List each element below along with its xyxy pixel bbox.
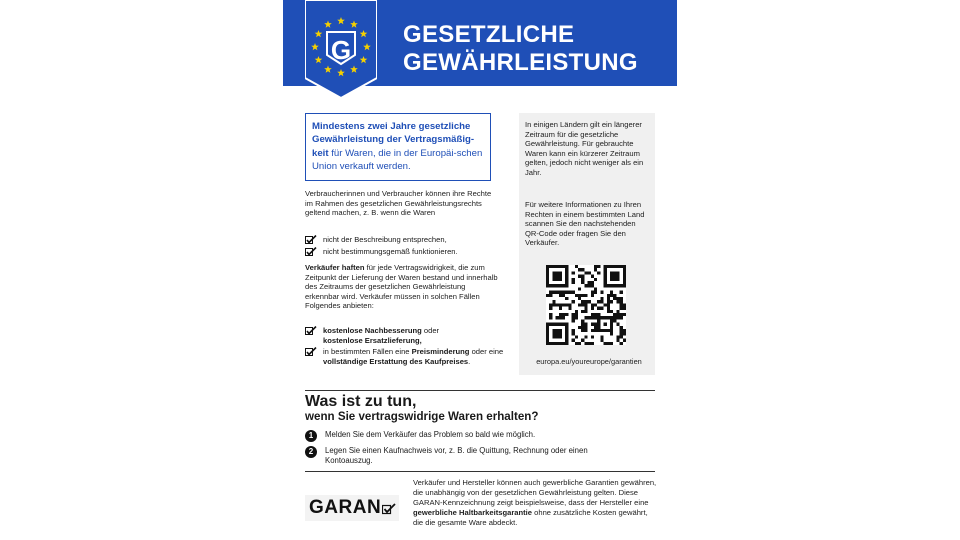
checkbox-check-icon: [305, 326, 317, 336]
remedy-end: .: [468, 356, 471, 366]
eu-shield-logo-icon: [305, 0, 377, 100]
intro-highlight-box: [305, 113, 491, 181]
liability-paragraph: [305, 263, 501, 311]
warranty-notice-sheet: [283, 0, 677, 540]
remedy-replacement: kostenlose Ersatzlieferung,: [323, 335, 422, 345]
garan-check-icon: [382, 503, 396, 515]
info-url[interactable]: europa.eu/youreurope/garantien: [536, 357, 642, 366]
intro-bold: Mindestens zwei Jahre gesetzliche Gewährleistung der Vertragsmäßig-keit: [312, 121, 475, 159]
qr-code-icon[interactable]: [546, 265, 626, 345]
step-text: Melden Sie dem Verkäufer das Problem so bald wie möglich.: [325, 430, 536, 439]
list-item: [305, 247, 505, 257]
title-line-1: GESETZLICHE: [403, 21, 575, 48]
remedy-or-2: oder eine: [469, 347, 504, 357]
page-title: [403, 21, 638, 77]
list-item-text: nicht bestimmungsgemäß funktionieren.: [323, 247, 458, 256]
list-item: [305, 430, 635, 442]
list-item-text: [323, 326, 439, 345]
remedy-refund: vollständige Erstattung des Kaufpreises: [323, 356, 469, 366]
guarantee-post: ohne zusätzliche Kosten gewährt, die die gesamte Ware abdeckt.: [413, 508, 648, 527]
remedy-pre: in bestimmten Fällen eine: [323, 347, 412, 357]
title-line-2: GEWÄHRLEISTUNG: [403, 49, 638, 76]
what-to-do-heading: Was ist zu tun,: [305, 393, 417, 410]
guarantee-paragraph: [413, 478, 657, 528]
shield-letter: G: [330, 35, 352, 65]
list-item-text: nicht der Beschreibung entsprechen,: [323, 235, 447, 244]
step-number-badge: 2: [305, 446, 317, 458]
checkbox-check-icon: [305, 347, 317, 357]
guarantee-pre: Verkäufer und Hersteller können auch gewerbliche Garantien gewähren, die unabhängig von der gesetzlichen Gewährleistung gelten. Diese GARAN-Kennzeichnung zeigt beispielsweise, dass der Hersteller eine: [413, 478, 657, 507]
rights-paragraph: Verbraucherinnen und Verbraucher können ihre Rechte im Rahmen des gesetzlichen Gewährleistungsrechts geltend machen, z. B. wenn die Waren: [305, 189, 492, 218]
divider: [305, 390, 655, 391]
sidebar-text-more-info: Für weitere Informationen zu Ihren Rechten in einem bestimmten Land scannen Sie den nachstehenden QR-Code oder fragen Sie den Verkäufer.: [525, 200, 645, 248]
remedy-price-reduction: Preisminderung: [411, 347, 470, 357]
remedy-repair: kostenlose Nachbesserung: [323, 326, 422, 335]
step-number-badge: 1: [305, 430, 317, 442]
list-item: [305, 446, 635, 466]
header-banner: [283, 0, 677, 86]
info-sidebar: [519, 113, 655, 375]
list-item: [305, 235, 505, 245]
remedy-or: oder: [421, 326, 440, 335]
garan-logo: [305, 495, 399, 521]
sidebar-text-periods: In einigen Ländern gilt ein längerer Zeitraum für die gesetzliche Gewährleistung. Für gebrauchte Waren kann ein kürzerer Zeitraum gelten, jedoch nicht weniger als ein Jahr.: [525, 120, 644, 177]
intro-rest: für Waren, die in der Europäi-schen Union verkauft werden.: [312, 147, 483, 173]
list-item: [305, 326, 505, 345]
checkbox-check-icon: [305, 235, 317, 245]
liability-rest: für jede Vertragswidrigkeit, die zum Zeitpunkt der Lieferung der Waren bestand und innerhalb des Zeitraums der gesetzlichen Gewährleistung erkennbar wird. Verkäufer müssen in solchen Fällen Folgendes anbieten:: [305, 263, 498, 311]
divider: [305, 471, 655, 472]
garan-logo-text: GARAN: [309, 497, 382, 518]
step-text: Legen Sie einen Kaufnachweis vor, z. B. die Quittung, Rechnung oder einen Kontoauszug.: [325, 446, 588, 465]
what-to-do-subheading: wenn Sie vertragswidrige Waren erhalten?: [305, 410, 539, 423]
rights-checklist: [305, 235, 505, 259]
list-item-text: [323, 347, 505, 366]
checkbox-check-icon: [305, 247, 317, 257]
remedies-checklist: [305, 326, 505, 368]
steps-list: [305, 430, 635, 470]
guarantee-bold: gewerbliche Haltbarkeitsgarantie: [413, 508, 533, 517]
list-item: [305, 347, 505, 366]
liability-bold: Verkäufer haften: [305, 263, 365, 272]
